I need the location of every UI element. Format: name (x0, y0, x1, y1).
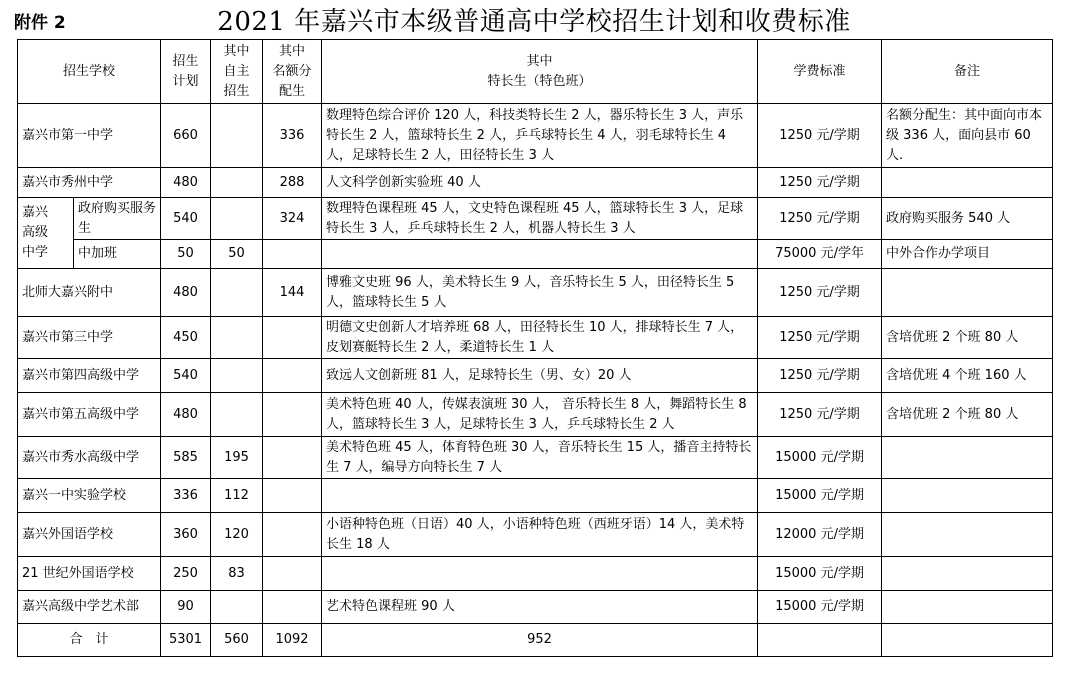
note-cell (882, 437, 1053, 479)
fee-cell: 1250 元/学期 (758, 104, 882, 168)
self-cell: 112 (211, 479, 263, 513)
total-quota: 1092 (263, 624, 322, 657)
fee-cell: 1250 元/学期 (758, 359, 882, 393)
total-label: 合 计 (18, 624, 161, 657)
school-sub-cell: 中加班 (74, 240, 161, 269)
quota-cell (263, 240, 322, 269)
header-fee: 学费标准 (758, 40, 882, 104)
self-cell (211, 104, 263, 168)
plan-cell: 360 (161, 513, 211, 557)
school-cell: 嘉兴高级中学艺术部 (18, 591, 161, 624)
attachment-label: 附件 2 (14, 13, 66, 33)
note-cell: 中外合作办学项目 (882, 240, 1053, 269)
table-row (18, 168, 1053, 198)
header-self: 其中 自主 招生 (211, 40, 263, 104)
self-cell (211, 393, 263, 437)
plan-cell: 250 (161, 557, 211, 591)
special-cell: 博雅文史班 96 人，美术特长生 9 人，音乐特长生 5 人，田径特长生 5 人，篮球特长生 5 人 (322, 269, 758, 317)
page-title: 2021 年嘉兴市本级普通高中学校招生计划和收费标准 (217, 7, 851, 37)
special-cell: 艺术特色课程班 90 人 (322, 591, 758, 624)
fee-cell: 15000 元/学期 (758, 437, 882, 479)
plan-cell: 540 (161, 359, 211, 393)
school-cell: 嘉兴市第三中学 (18, 317, 161, 359)
table-row (18, 240, 1053, 269)
school-cell: 21 世纪外国语学校 (18, 557, 161, 591)
note-cell: 政府购买服务 540 人 (882, 198, 1053, 240)
enrollment-table (17, 39, 1053, 657)
plan-cell: 540 (161, 198, 211, 240)
table-row (18, 269, 1053, 317)
self-cell (211, 269, 263, 317)
school-cell: 嘉兴一中实验学校 (18, 479, 161, 513)
quota-cell (263, 437, 322, 479)
table-row (18, 198, 1053, 240)
table-row (18, 359, 1053, 393)
fee-cell: 15000 元/学期 (758, 557, 882, 591)
total-fee (758, 624, 882, 657)
quota-cell (263, 393, 322, 437)
special-cell (322, 557, 758, 591)
school-cell: 嘉兴外国语学校 (18, 513, 161, 557)
self-cell: 50 (211, 240, 263, 269)
quota-cell: 288 (263, 168, 322, 198)
self-cell: 120 (211, 513, 263, 557)
self-cell: 83 (211, 557, 263, 591)
table-row (18, 479, 1053, 513)
fee-cell: 12000 元/学期 (758, 513, 882, 557)
plan-cell: 480 (161, 168, 211, 198)
fee-cell: 1250 元/学期 (758, 393, 882, 437)
note-cell (882, 557, 1053, 591)
quota-cell (263, 557, 322, 591)
header-school: 招生学校 (18, 40, 161, 104)
merged-school-cell: 嘉兴 高级 中学 (18, 198, 74, 269)
table-row (18, 557, 1053, 591)
school-sub-cell: 政府购买服务生 (74, 198, 161, 240)
fee-cell: 15000 元/学期 (758, 591, 882, 624)
header-note: 备注 (882, 40, 1053, 104)
quota-cell (263, 359, 322, 393)
header-special: 其中 特长生（特色班） (322, 40, 758, 104)
quota-cell: 336 (263, 104, 322, 168)
plan-cell: 450 (161, 317, 211, 359)
plan-cell: 660 (161, 104, 211, 168)
total-special: 952 (322, 624, 758, 657)
school-cell: 嘉兴市秀州中学 (18, 168, 161, 198)
special-cell: 数理特色综合评价 120 人，科技类特长生 2 人，器乐特长生 3 人，声乐特长生 2 人，篮球特长生 2 人，乒乓球特长生 4 人，羽毛球特长生 4 人，足球特长生 2 人，田径特长生 3 人 (322, 104, 758, 168)
self-cell: 195 (211, 437, 263, 479)
plan-cell: 336 (161, 479, 211, 513)
self-cell (211, 591, 263, 624)
quota-cell (263, 513, 322, 557)
note-cell: 含培优班 4 个班 160 人 (882, 359, 1053, 393)
school-cell: 嘉兴市秀水高级中学 (18, 437, 161, 479)
plan-cell: 90 (161, 591, 211, 624)
plan-cell: 480 (161, 269, 211, 317)
total-plan: 5301 (161, 624, 211, 657)
plan-cell: 50 (161, 240, 211, 269)
fee-cell: 1250 元/学期 (758, 269, 882, 317)
fee-cell: 1250 元/学期 (758, 198, 882, 240)
plan-cell: 480 (161, 393, 211, 437)
table-row (18, 393, 1053, 437)
total-self: 560 (211, 624, 263, 657)
special-cell (322, 240, 758, 269)
quota-cell: 324 (263, 198, 322, 240)
special-cell: 数理特色课程班 45 人，文史特色课程班 45 人，篮球特长生 3 人，足球特长生 3 人，乒乓球特长生 2 人，机器人特长生 3 人 (322, 198, 758, 240)
special-cell: 美术特色班 45 人，体育特色班 30 人，音乐特长生 15 人，播音主持特长生 7 人，编导方向特长生 7 人 (322, 437, 758, 479)
special-cell: 人文科学创新实验班 40 人 (322, 168, 758, 198)
table-row (18, 591, 1053, 624)
fee-cell: 75000 元/学年 (758, 240, 882, 269)
note-cell (882, 479, 1053, 513)
fee-cell: 1250 元/学期 (758, 168, 882, 198)
school-cell: 嘉兴市第一中学 (18, 104, 161, 168)
self-cell (211, 359, 263, 393)
quota-cell (263, 479, 322, 513)
table-row (18, 437, 1053, 479)
table-row (18, 104, 1053, 168)
total-row (18, 624, 1053, 657)
total-note (882, 624, 1053, 657)
self-cell (211, 198, 263, 240)
note-cell (882, 591, 1053, 624)
special-cell: 美术特色班 40 人，传媒表演班 30 人， 音乐特长生 8 人，舞蹈特长生 8 人，篮球特长生 3 人，足球特长生 3 人，乒乓球特长生 2 人 (322, 393, 758, 437)
table-row (18, 317, 1053, 359)
school-cell: 嘉兴市第四高级中学 (18, 359, 161, 393)
table-row (18, 513, 1053, 557)
plan-cell: 585 (161, 437, 211, 479)
special-cell: 小语种特色班（日语）40 人，小语种特色班（西班牙语）14 人，美术特长生 18 人 (322, 513, 758, 557)
note-cell: 含培优班 2 个班 80 人 (882, 393, 1053, 437)
special-cell: 致远人文创新班 81 人，足球特长生（男、女）20 人 (322, 359, 758, 393)
note-cell: 名额分配生：其中面向市本级 336 人，面向县市 60 人. (882, 104, 1053, 168)
quota-cell (263, 317, 322, 359)
quota-cell: 144 (263, 269, 322, 317)
fee-cell: 15000 元/学期 (758, 479, 882, 513)
header-row (18, 40, 1053, 104)
quota-cell (263, 591, 322, 624)
special-cell (322, 479, 758, 513)
header-quota: 其中 名额分 配生 (263, 40, 322, 104)
self-cell (211, 168, 263, 198)
fee-cell: 1250 元/学期 (758, 317, 882, 359)
header-plan: 招生 计划 (161, 40, 211, 104)
note-cell: 含培优班 2 个班 80 人 (882, 317, 1053, 359)
note-cell (882, 168, 1053, 198)
school-cell: 嘉兴市第五高级中学 (18, 393, 161, 437)
self-cell (211, 317, 263, 359)
special-cell: 明德文史创新人才培养班 68 人，田径特长生 10 人，排球特长生 7 人，皮划赛艇特长生 2 人，柔道特长生 1 人 (322, 317, 758, 359)
note-cell (882, 269, 1053, 317)
school-cell: 北师大嘉兴附中 (18, 269, 161, 317)
note-cell (882, 513, 1053, 557)
